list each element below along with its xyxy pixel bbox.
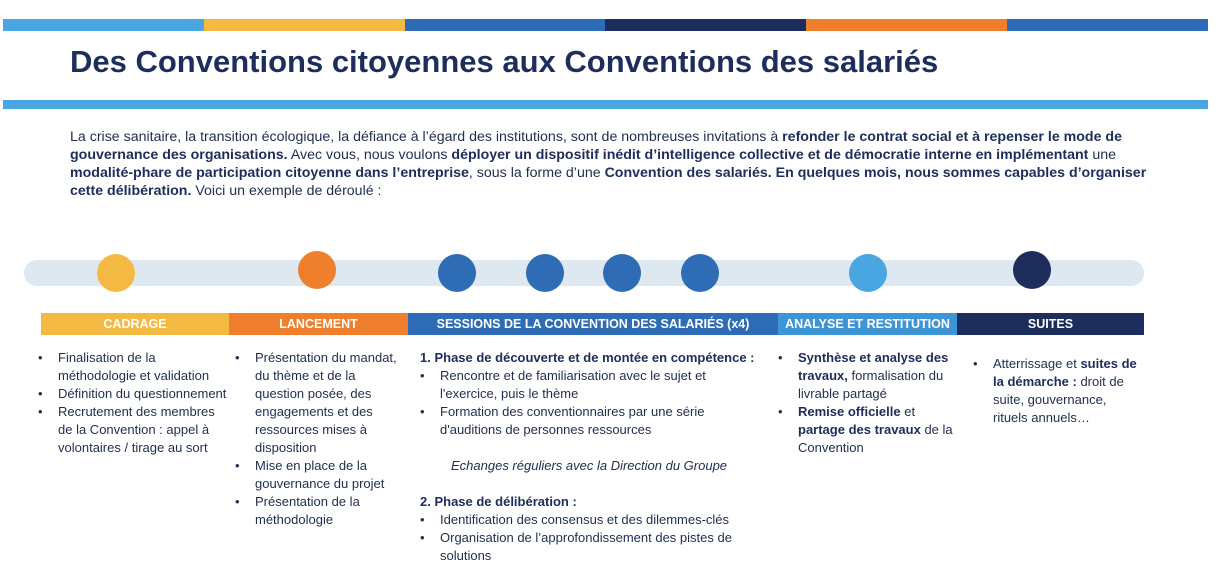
list-item [973, 355, 1138, 427]
intro-text: , sous la forme d’une [468, 165, 605, 181]
timeline-dot [681, 254, 719, 292]
top-bar-segment [806, 19, 1007, 31]
timeline-dot [603, 254, 641, 292]
title-underline [3, 100, 1208, 109]
list-item [778, 349, 958, 403]
bold-text: Synthèse et analyse des travaux, [798, 350, 949, 383]
text: Atterrissage et [993, 356, 1081, 371]
echanges-note: Echanges réguliers avec la Direction du Groupe [451, 458, 728, 473]
list-item: • Présentation de la méthodologie [235, 493, 403, 529]
text: droit de suite, gouvernance, rituels annuels… [993, 374, 1124, 425]
phase-header-lancement: LANCEMENT [229, 313, 408, 335]
suites-column [973, 355, 1138, 427]
lancement-column [235, 349, 403, 529]
list-item: • Formation des conventionnaires par une série d'auditions de personnes ressources [420, 403, 765, 439]
phase1-title [420, 349, 765, 367]
phase2-title [420, 493, 765, 511]
bold-text: suites de la démarche : [993, 356, 1137, 389]
list-item: • Présentation du mandat, du thème et de la question posée, des engagements et des ressources mises à disposition [235, 349, 403, 457]
top-bar-segment [204, 19, 405, 31]
intro-paragraph [70, 128, 1150, 200]
phase-header-analyse: ANALYSE ET RESTITUTION [778, 313, 957, 335]
intro-text: Voici un exemple de déroulé : [191, 183, 382, 199]
phase1-title-text: 1. Phase de découverte et de montée en compétence : [420, 350, 755, 365]
bold-text: partage des travaux [798, 422, 921, 437]
intro-bold: Convention des salariés. En quelques mois, nous sommes capables d’organiser cette délibération. [70, 165, 1147, 199]
intro-text: Avec vous, nous voulons [287, 147, 452, 163]
top-bar-segment [3, 19, 204, 31]
intro-text: une [1088, 147, 1117, 163]
phase2-title-text: 2. Phase de délibération : [420, 494, 577, 509]
list-item: • Recrutement des membres de la Convention : appel à volontaires / tirage au sort [38, 403, 228, 457]
phase-header-suites: SUITES [957, 313, 1144, 335]
text: formalisation du livrable partagé [798, 368, 944, 401]
list-item: • Finalisation de la méthodologie et validation [38, 349, 228, 385]
bold-text: Remise officielle [798, 404, 901, 419]
intro-bold: déployer un dispositif inédit d’intelligence collective et de démocratie interne en implémentant [451, 147, 1089, 163]
sessions-column [420, 349, 765, 565]
text: de la Convention [798, 422, 953, 455]
top-bar-segment [605, 19, 806, 31]
text: et [900, 404, 916, 419]
intro-text: La crise sanitaire, la transition écologique, la défiance à l’égard des institutions, sont de nombreuses invitations à [70, 129, 783, 145]
list-item: • Organisation de l’approfondissement des pistes de solutions [420, 529, 765, 565]
page-title: Des Conventions citoyennes aux Conventions des salariés [70, 44, 939, 79]
intro-bold: refonder le contrat social et à repenser le mode de gouvernance des organisations. [70, 129, 1122, 163]
timeline-dot [849, 254, 887, 292]
list-item: • Rencontre et de familiarisation avec le sujet et l'exercice, puis le thème [420, 367, 765, 403]
intro-bold: modalité-phare de participation citoyenne dans l’entreprise [70, 165, 469, 181]
timeline-dot [526, 254, 564, 292]
top-color-bar [3, 19, 1208, 31]
timeline-dot [438, 254, 476, 292]
timeline-dot [1013, 251, 1051, 289]
top-bar-segment [405, 19, 606, 31]
list-item: • Mise en place de la gouvernance du projet [235, 457, 403, 493]
timeline-dot [298, 251, 336, 289]
list-item: • Identification des consensus et des dilemmes-clés [420, 511, 765, 529]
timeline-track [24, 260, 1144, 286]
analyse-column [778, 349, 958, 457]
list-item: • Définition du questionnement [38, 385, 228, 403]
phase-header-sessions: SESSIONS DE LA CONVENTION DES SALARIÉS (x4) [408, 313, 778, 335]
timeline-dot [97, 254, 135, 292]
phase-header-cadrage: CADRAGE [41, 313, 229, 335]
cadrage-column [38, 349, 228, 457]
list-item [778, 403, 958, 457]
top-bar-segment [1007, 19, 1208, 31]
